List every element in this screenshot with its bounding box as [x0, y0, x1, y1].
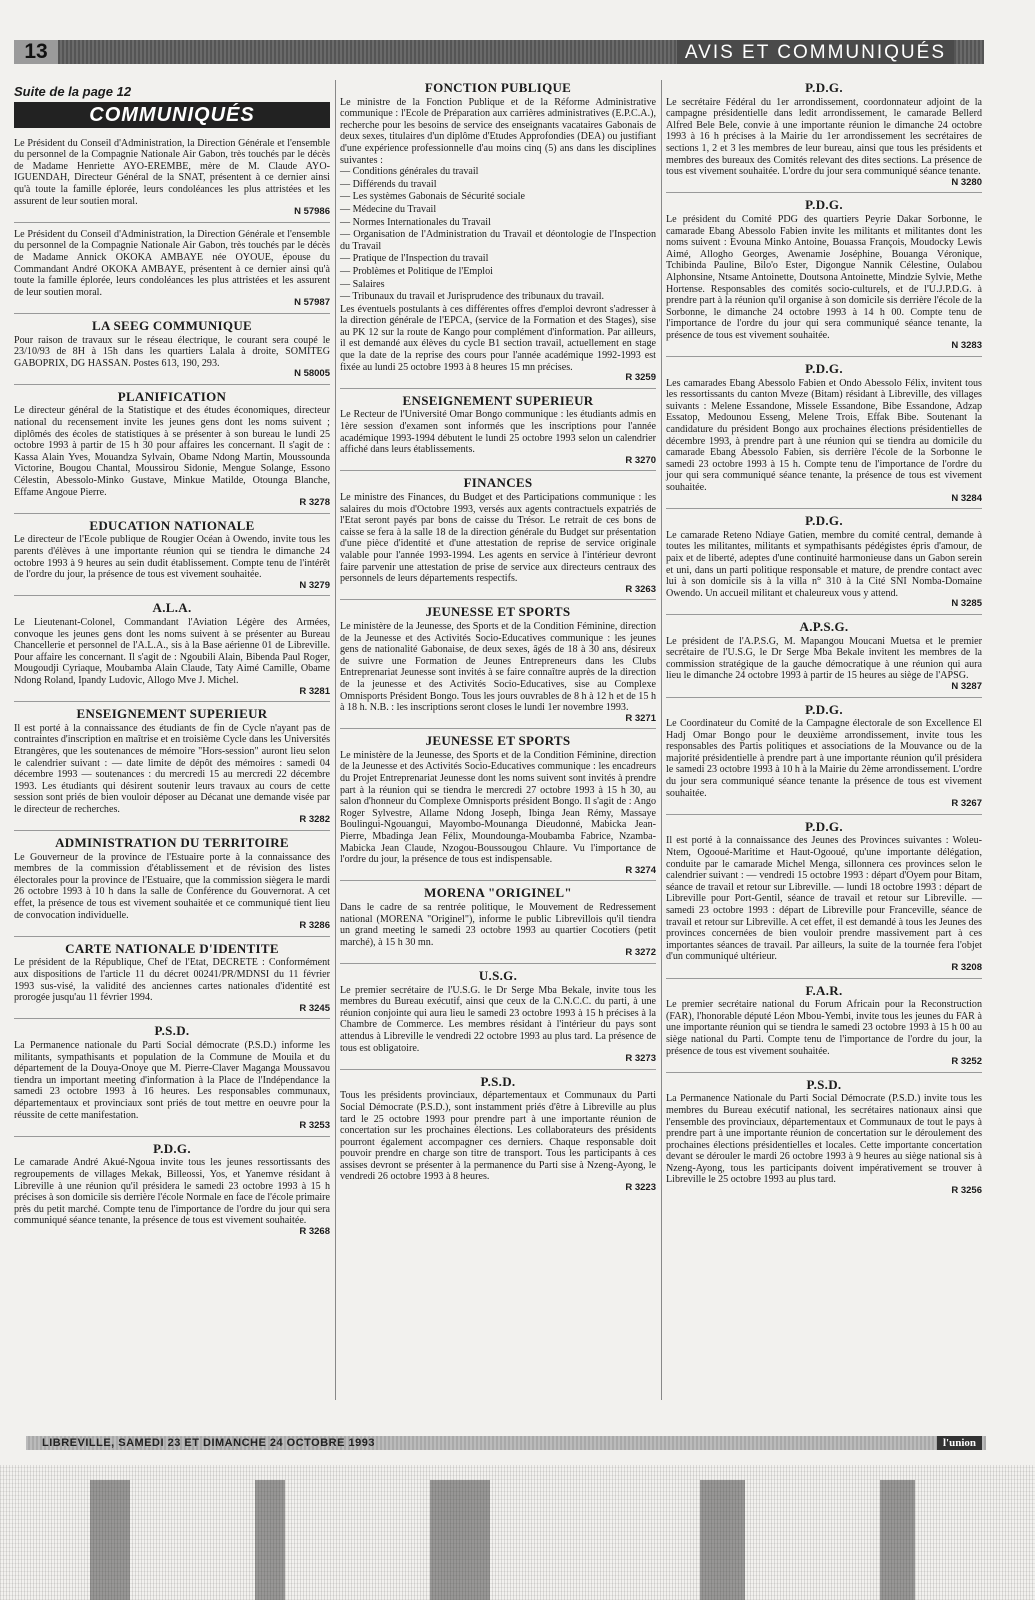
notice	[14, 1025, 330, 1136]
section-title: AVIS ET COMMUNIQUÉS	[677, 40, 954, 64]
notice-reference: R 3274	[625, 864, 656, 876]
notice-title: A.L.A.	[152, 600, 192, 616]
notice	[14, 708, 330, 831]
notice	[14, 1140, 330, 1242]
notice-title: A.P.S.G.	[799, 618, 849, 634]
notice-body: Le Recteur de l'Université Omar Bongo communique : les étudiants admis en 1ère session d'examen sont informés que les inscriptions pour l'année académique 1993-1994 débutent le lundi 25 octobre 1993 selon un calendrier affiché dans leurs établissements.	[340, 409, 656, 456]
notice-body: Le Président du Conseil d'Administration, la Direction Générale et l'ensemble du personnel de la Compagnie Nationale Air Gabon, très touchés par le décès de Madame Annick OKOKA AMBAYE née OYOUE, épouse du Commandant André OKOKA AMBAYE, présentent à ce dernier ainsi qu'à toute la famille éplorée, leurs condoléances les plus attristées et les assurent de leur soutien moral.	[14, 228, 330, 298]
notice-body: Le ministère de la Jeunesse, des Sports et de la Condition Féminine, direction de la Jeunesse et des Activités Socio-Educatives communique : les encadreurs du Projet Entreprenariat Jeunesse dont les noms suivent sont invités à prendre part à la réunion qui se tiendra le mercredi 27 octobre 1993 à 15 h 30, au salon d'honneur du Complexe Omnisports président Bongo. Il s'agit de : Ango Roger Sylvestre, Allame Ndong Joseph, Ibinga Jean Rémy, Massaye Boulingui-Ngouangui, Mayombo-Mounanga Dieudonné, Mabicka Jean-Pierre, Mbadinga Jean Félix, Moundounga-Moubamba Fabrice, Nzamba-Mabicka Jean Claude, Nzogou-Boussougou Chlaure. Vu l'importance de l'ordre du jour, la présence de tous est indispensable.	[340, 749, 656, 866]
notice-reference: R 3272	[625, 947, 656, 959]
notice-title: EDUCATION NATIONALE	[89, 517, 255, 533]
notice-list-item: — Pratique de l'Inspection du travail	[340, 253, 489, 265]
column-3-notices	[666, 82, 982, 1201]
notice-reference: N 3280	[951, 176, 982, 188]
notice-body: Il est porté à la connaissance des Jeunes des Provinces suivantes : Woleu-Ntem, Ogooué-Maritime et Haut-Ogooué, qu'une importante délégation, conduite par le camarade Michel Menga, sillonnera ces provinces selon le calendrier suivant : — vendredi 15 octobre 1993 : départ d'Oyem pour Bitam, séance de travail et retour sur Libreville. — lundi 18 octobre 1993 : départ de Libreville pour Port-Gentil, séance de travail et retour sur Libreville. — samedi 23 octobre 1993 : départ de Libreville pour Franceville, séance de travail et retour sur Libreville. A cet effet, il est demandé à tous les Jeunes des provinces concernées de bien vouloir prendre massivement part à ces importantes séances de travail. Par ailleurs, la suite de la tournée fera l'objet d'un communiqué ultérieur.	[666, 835, 982, 963]
notice-title: P.D.G.	[805, 361, 843, 377]
notice	[340, 967, 656, 1070]
notice-list-item: — Salaires	[340, 278, 385, 290]
notice-title: JEUNESSE ET SPORTS	[425, 733, 571, 749]
header-bar	[14, 40, 984, 64]
notice-body: Le Gouverneur de la province de l'Estuaire porte à la connaissance des membres de la commission d'établissement et de révision des listes électorales pour la province de l'Estuaire, que la commission siègera le mardi 26 octobre 1993 à 10 h dans la salle de Conférence du Gouvernorat. A cet effet, la présence de tous est vivement souhaitée et ce communiqué tient lieu de convocation individuelle.	[14, 851, 330, 921]
newspaper-brand: l'union	[937, 1436, 982, 1450]
notice	[340, 887, 656, 964]
notice-body: Le Lieutenant-Colonel, Commandant l'Aviation Légère des Armées, convoque les jeunes gens dont les noms suivent à se présenter au Bureau Chancellerie et personnel de l'A.L.A., sis à la Base aérienne 01 de Libreville. Pour affaire les concernant. Il s'agit de : Ngoubili Alain, Bibenda Paul Roger, Mougoudji Cyriaque, Moubamba Alain Claude, Taty Aimé Camille, Obame Ndong Roland, Ipandy Ludovic, Allogo Mve J. Michel.	[14, 616, 330, 686]
notice-body: Le premier secrétaire de l'U.S.G. le Dr Serge Mba Bekale, invite tous les membres du Bureau exécutif, ainsi que ceux de la C.N.C.C. du parti, à une réunion conjointe qui aura lieu le samedi 23 octobre 1993 à 15 h précises à la Chambre de Commerce. Les membres résidant à l'intérieur du pays sont attendus à Libreville le vendredi 22 octobre 1993 au plus tard. La présence de tous est obligatoire.	[340, 984, 656, 1054]
notice-title: PLANIFICATION	[117, 388, 227, 404]
notice-body: Le directeur général de la Statistique et des études économiques, directeur national du recensement invite les jeunes gens dont les noms suivent ; diplômés des écoles de statistiques à se présenter à son bureau le lundi 25 octobre 1993 à partir de 15 h 30 pour affaires les concernant. Il s'agit de : Kassa Alain Yves, Mouandza Sylvain, Obame Ndong Martin, Moussounda Victorine, Bougou Chantal, Moussirou Sidonie, Mengue Solange, Essono Célestin, Abessolo-Minko Gustave, Minkue Matilde, Otounga Blanche, Effame Angoue Pierre.	[14, 405, 330, 498]
notice-body: Le Président du Conseil d'Administration, la Direction Générale et l'ensemble du personnel de la Compagnie Nationale Air Gabon, très touchés par le décès de Madame Henriette AYO-EREMBE, mère de M. Claude AYO-IGUENDAH, Directeur Général de la SNAT, présentent à ce dernier ainsi qu'à toute la famille éplorée, leurs condoléances les plus attristées et les assurent de leur soutien moral.	[14, 137, 330, 207]
notice-reference: N 3285	[951, 598, 982, 610]
notice	[14, 837, 330, 937]
notice-body: Pour raison de travaux sur le réseau électrique, le courant sera coupé le 23/10/93 de 8H à 15h dans les quartiers Lalala à droite, SOMITEG GABOPRIX, DG HASSAN. Postes 613, 190, 293.	[14, 334, 330, 369]
notice-reference: N 3284	[951, 492, 982, 504]
notice-title: ADMINISTRATION DU TERRITOIRE	[55, 835, 289, 851]
notice-body: Tous les présidents provinciaux, départementaux et Communaux du Parti Social Démocrate (P.S.D.), sont instamment priés d'être à Libreville au plus tard le 25 octobre 1993 pour prendre part à une importante réunion de concertation sur les prochaines élections. Les collaborateurs des présidents pourront également accompagner ces derniers. Chaque responsable doit pouvoir prendre en charge son titre de transport. Tous les participants à ces assises devront se présenter à la permanence du Parti sise à Nzeng-Ayong, le vendredi 26 octobre 1993 à 8 heures.	[340, 1090, 656, 1183]
continuation-note: Suite de la page 12	[14, 84, 132, 99]
notice-title: CARTE NATIONALE D'IDENTITE	[65, 940, 279, 956]
notice-reference: R 3286	[299, 920, 330, 932]
notice	[666, 199, 982, 357]
notice-reference: R 3281	[299, 685, 330, 697]
notice-title: FONCTION PUBLIQUE	[424, 80, 572, 95]
notice-reference: R 3208	[951, 961, 982, 973]
notice	[340, 392, 656, 472]
column-3	[666, 80, 982, 1207]
notice-body: Le ministre de la Fonction Publique et de la Réforme Administrative communique : l'Ecole de Préparation aux carrières administratives (E.P.C.A.), recherche pour les besoins de service des enseignants vacataires Gabonais de deux sexes, titulaires d'un diplôme d'Etudes Approfondies (DEA) ou justifiant d'une expérience professionnelle d'au moins cinq (5) ans dans les disciplines suivantes :	[340, 96, 656, 166]
notice-title: FINANCES	[463, 475, 533, 491]
notice-body: Le premier secrétaire national du Forum Africain pour la Reconstruction (FAR), l'honorable député Léon Mbou-Yembi, invite tous les jeunes du FAR à une importante réunion qui se tiendra le samedi 23 octobre 1993 à 15 h 00 au siège national du Parti. Compte tenu de l'importance de l'ordre du jour, la présence de tous est vivement souhaitée.	[666, 999, 982, 1057]
notice-title: P.D.G.	[805, 701, 843, 717]
notice-list-item: — Médecine du Travail	[340, 203, 437, 215]
scan-artifact	[0, 1465, 1035, 1600]
notice-body: Le camarade André Akué-Ngoua invite tous les jeunes ressortissants des regroupements de villages Mekak, Billeossi, Yos, et Yanemve résidant à Libreville à une réunion qu'il présidera le samedi 23 octobre 1993 à 15 h précises à son domicile sis derrière l'école Normale en face de l'école primaire près du petit marché. Compte tenu de l'importance de l'ordre du jour qui sera communiqué séance tenante, la présence de tous est vivement souhaitée.	[14, 1157, 330, 1227]
footer-dateline: LIBREVILLE, SAMEDI 23 ET DIMANCHE 24 OCTOBRE 1993	[42, 1437, 375, 1449]
notice	[666, 701, 982, 815]
notice-reference: R 3273	[625, 1053, 656, 1065]
notice	[14, 317, 330, 385]
notice-title: U.S.G.	[478, 967, 518, 983]
notice-title: P.D.G.	[805, 818, 843, 834]
notice-list-item: — Organisation de l'Administration du Travail et déontologie de l'Inspection du Travail	[340, 229, 656, 252]
notice-list-item: — Problèmes et Politique de l'Emploi	[340, 265, 493, 277]
notice	[666, 1076, 982, 1201]
notice-body: Il est porté à la connaissance des étudiants de fin de Cycle n'ayant pas de contraintes d'inscription en maîtrise et en troisième Cycle dans les Universités Etrangères, que les soutenances de mémoire "Hors-session" auront lieu selon le calendrier suivant : — date limite de dépôt des mémoires : samedi 04 décembre 1993 — soutenances : du mercredi 15 au mercredi 22 décembre 1993. Les étudiants qui désirent soutenir leurs travaux au cours de cette session sont priés de bien vouloir déposer au Décanat une demande visée par le directeur de recherches.	[14, 722, 330, 815]
notice-reference: N 58005	[294, 368, 330, 380]
notice-body: Le président de la République, Chef de l'Etat, DECRETE : Conformément aux dispositions de l'article 11 du décret 00241/PR/MDNSI du 11 février 1993 sus-visé, la validité des anciennes cartes nationales d'identité est prorogée jusqu'au 11 février 1994.	[14, 957, 330, 1004]
notice-body: Le Coordinateur du Comité de la Campagne électorale de son Excellence El Hadj Omar Bongo pour le deuxième arrondissement, invite tous les responsables des Partis politiques et associations de la Mouvance ou de la majorité présidentielle à prendre part à une importante réunion qu'il présidera le samedi 23 octobre 1993 à 10 h à la Mairie du 2ème arrondissement. L'ordre du jour sera communiqué séance tenante la présence de tous est vivement souhaitée.	[666, 718, 982, 799]
notice-body: Le président de l'A.P.S.G, M. Mapangou Moucani Muetsa et le premier secrétaire de l'U.S.G, le Dr Serge Mba Bekale invitent les membres de la commission stratégique de la gauche démocratique à une réunion qui aura lieu le dimanche 24 octobre 1993 à partir de 15 heures au siège de l'APSG.	[666, 635, 982, 682]
notice-reference: N 57987	[294, 297, 330, 309]
column-divider	[661, 80, 662, 1400]
notice-reference: R 3270	[625, 454, 656, 466]
notice	[14, 517, 330, 597]
notice-list-item: — Normes Internationales du Travail	[340, 216, 491, 228]
notice-reference: R 3252	[951, 1056, 982, 1068]
notice	[340, 606, 656, 729]
notice	[666, 363, 982, 509]
notice-reference: R 3282	[299, 814, 330, 826]
notice	[666, 515, 982, 615]
notice-title: P.S.D.	[480, 1073, 516, 1089]
notice-reference: R 3268	[299, 1225, 330, 1237]
notice-title: P.D.G.	[153, 1140, 191, 1156]
notice-reference: R 3253	[299, 1120, 330, 1132]
column-2-notices	[340, 82, 656, 1198]
notice	[666, 982, 982, 1073]
notice-title: P.S.D.	[806, 1076, 842, 1092]
notice-title: ENSEIGNEMENT SUPERIEUR	[76, 706, 268, 722]
notice-title: JEUNESSE ET SPORTS	[425, 604, 571, 620]
notice	[14, 229, 330, 314]
notice-list-item: — Tribunaux du travail et Jurisprudence des tribunaux du travail.	[340, 291, 605, 303]
notice	[666, 82, 982, 193]
column-1	[14, 80, 330, 1247]
notice-reference: N 3279	[299, 579, 330, 591]
notice-title: P.D.G.	[805, 80, 843, 95]
notice-reference: R 3278	[299, 497, 330, 509]
notice-reference: R 3263	[625, 583, 656, 595]
notice-body: Le camarade Reteno Ndiaye Gatien, membre du comité central, demande à toutes les militantes, militants et sympathisants pédégistes épris d'amour, de paix et de liberté, adeptes d'une continuité harmonieuse dans un Gabon serein et uni, dans un parti politique responsable et mature, de prendre contact avec lui à son domicile sis à la villa n° 310 à la Cité SNI Nomba-Domaine Owendo. Un accueil militant et chaleureux vous y attend.	[666, 529, 982, 599]
notice-list-item: — Conditions générales du travail	[340, 166, 479, 178]
newspaper-page	[14, 40, 1014, 1460]
notice-body: Le ministère de la Jeunesse, des Sports et de la Condition Féminine, direction de la Jeunesse et des Activités Socio-Educatives communique : les jeunes gens de nationalité Gabonaise, de deux sexes, âgés de 18 à 30 ans, désireux de suivre une Formation de Jeunes Entrepreneurs dans les Clubs Entreprenariat Jeunesse sont invités à se faire connaître auprès de la direction de la jeunesse et des Activités Socio-Educatives, sise au Complexe Omnisports Président Bongo. Tous les jours ouvrables de 8 h à 12 h et de 15 h à 18 h. N.B. : les inscriptions seront closes le lundi 1er novembre 1993.	[340, 620, 656, 714]
notice-reference: N 3287	[951, 680, 982, 692]
notice-reference: R 3245	[299, 1002, 330, 1014]
communiques-banner: COMMUNIQUÉS	[14, 102, 330, 128]
notice-body: Le président du Comité PDG des quartiers Peyrie Dakar Sorbonne, le camarade Ebang Abessolo Fabien invite les militants et militantes dont les noms suivent : Evouna Minko Antoine, Bouassa François, Moudocky Lewis Aimé, Allogho Georges, Awenamie Joséphine, Bouanga Véronique, Tchibinda Pauline, Bilo'o Ester, Digongue Nannik Célestine, Oulabou Alphonsine, Ntsame Antoinette, Doutsona Antoinette, Mindzie Sylvie, Methe Hortense. Responsables des comités socio-culturels, et de l'U.J.P.D.G. à prendre part à la réunion qu'il organise à son domicile sis derrière l'école de la Sorbonne, le dimanche 24 octobre 1993 à 14 h 00. Compte tenu de l'importance de l'ordre du jour qui sera communiqué séance tenante, la présence de tous est vivement souhaitée.	[666, 213, 982, 341]
notice	[340, 1073, 656, 1198]
footer-bar	[26, 1436, 986, 1450]
notice-reference: R 3259	[625, 372, 656, 384]
notice-reference: N 57986	[294, 206, 330, 218]
notice	[14, 602, 330, 702]
notice-body: Le ministre des Finances, du Budget et des Participations communique : les salaires du mois d'Octobre 1993, versés aux agents contractuels expatriés de l'Etat seront payés par bons de caisse du Trésor. Le retrait de ces bons de caisse se fera à la salle 18 de la direction générale du Budget sur présentation d'une pièce d'identité et d'une attestation de reprise de service originale valable pour l'année 1993-1994. Les agents en service à l'intérieur devront faire parvenir une attestation de prise de service aux directeurs centraux des personnels de leurs départements respectifs.	[340, 492, 656, 585]
notice	[666, 818, 982, 979]
page-number: 13	[14, 40, 58, 64]
notice	[340, 477, 656, 600]
notice-title: P.D.G.	[805, 513, 843, 529]
notice-title: LA SEEG COMMUNIQUE	[92, 317, 252, 333]
notice-reference: N 3283	[951, 340, 982, 352]
notice	[666, 618, 982, 698]
notice-list-item: — Les systèmes Gabonais de Sécurité sociale	[340, 191, 525, 203]
notice-reference: R 3223	[625, 1182, 656, 1194]
notice-body: La Permanence Nationale du Parti Social Démocrate (P.S.D.) invite tous les membres du Bureau exécutif national, les secrétaires nationaux ainsi que l'ensemble des provinciaux, départementaux et Communaux de tout le pays à prendre part à une importante réunion de concertation sur le déroulement des prochaines élections présidentielles et locales. Cette importante concertation devant se dérouler le mardi 26 octobre 1993 à 9 heures au siège national sis à Nzeng-Ayong, tous les participants doivent impérativement se trouver à Libreville le 25 octobre 1993 au plus tard.	[666, 1093, 982, 1186]
notice-reference: R 3267	[951, 798, 982, 810]
column-2	[340, 80, 656, 1204]
notice	[14, 138, 330, 223]
notice-title: ENSEIGNEMENT SUPERIEUR	[402, 392, 594, 408]
column-divider	[335, 80, 336, 1400]
notice-title: P.S.D.	[154, 1023, 190, 1039]
notice-list-item: — Différends du travail	[340, 178, 437, 190]
notice-title: F.A.R.	[805, 982, 843, 998]
notice-body-continued: Les éventuels postulants à ces différentes offres d'emploi devront s'adresser à la direction générale de l'EPCA, (service de la Formation et des Stages), sise au PK 12 sur la route de Kango pour complément d'information. Par ailleurs, il est demandé aux élèves du cycle B1 section travail, actuellement en stage que la date de la reprise des cours pour l'année académique 1992-1993 est fixée au lundi 25 octobre 1993 à 8 heures 15 mn précises.	[340, 303, 656, 373]
notice-title: MORENA "ORIGINEL"	[424, 885, 572, 901]
column-1-notices	[14, 138, 330, 1242]
notice	[14, 388, 330, 514]
notice-reference: R 3256	[951, 1185, 982, 1197]
notice-title: P.D.G.	[805, 197, 843, 213]
notice	[340, 735, 656, 881]
notice-body: Le secrétaire Fédéral du 1er arrondissement, coordonnateur adjoint de la campagne présidentielle dans ledit arrondissement, le camarade Bellerd Alfred Bele Bele, convie à une importante réunion le dimanche 24 octobre 1993 à 16 h précises à la Mairie du 1er arrondissement les secrétaires de sections 1, 2 et 3 les membres de leur bureau, ainsi que tous les présidents et membres des bureaux des Comités relevant des dites sections. La présence de tous est vivement souhaitée. L'ordre du jour sera communiqué séance tenante.	[666, 96, 982, 178]
notice-body: La Permanence nationale du Parti Social démocrate (P.S.D.) informe les militants, sympathisants et population de la Commune de Mouila et du département de la Douya-Onoye que M. Pierre-Claver Maganga Moussavou tiendra un important meeting d'information à la Place de l'Indépendance la samedi 23 octobre 1993 à 16 heures. Les responsables communaux, départementaux et provinciaux sont priés de tout mettre en oeuvre pour la réussite de cette manifestation.	[14, 1039, 330, 1121]
notice-body: Le directeur de l'Ecole publique de Rougier Océan à Owendo, invite tous les parents d'élèves à une importante réunion qui se tiendra le dimanche 24 octobre 1993 à 9 heures au sein dudit établissement. Compte tenu de l'intérêt de l'ordre du jour, la présence de tous est vivement souhaitée.	[14, 534, 330, 581]
notice	[14, 940, 330, 1020]
notice-body: Les camarades Ebang Abessolo Fabien et Ondo Abessolo Félix, invitent tous les ressortissants du canton Mveze (Bitam) résidant à Libreville, des villages suivants : Melene Essandone, Missele Essandone, Bibe Essandone, Adzap Essatop, Medounou Esseng, Melene Trois, Effak Bibe. Soutenant la candidature du président Bongo aux prochaines élections présidentielles de décembre 1993, à prendre part à une réunion qui se tiendra au domicile du camarade Ebang Abessolo Fabien, sis derrière l'école de la Sorbonne le samedi 23 octobre 1993 à 15 h. Compte tenu de l'importance de l'ordre du jour qui sera communiqué séance tenante, la présence de tous est vivement souhaitée.	[666, 377, 982, 493]
notice-reference: R 3271	[625, 712, 656, 724]
notice	[340, 82, 656, 389]
notice-body: Dans le cadre de sa rentrée politique, le Mouvement de Redressement national (MORENA "Originel"), informe le public Librevillois qu'il tiendra un grand meeting le samedi 23 octobre 1993 au quartier Cocotiers (petit marché), à 15 h 30 mn.	[340, 902, 656, 948]
